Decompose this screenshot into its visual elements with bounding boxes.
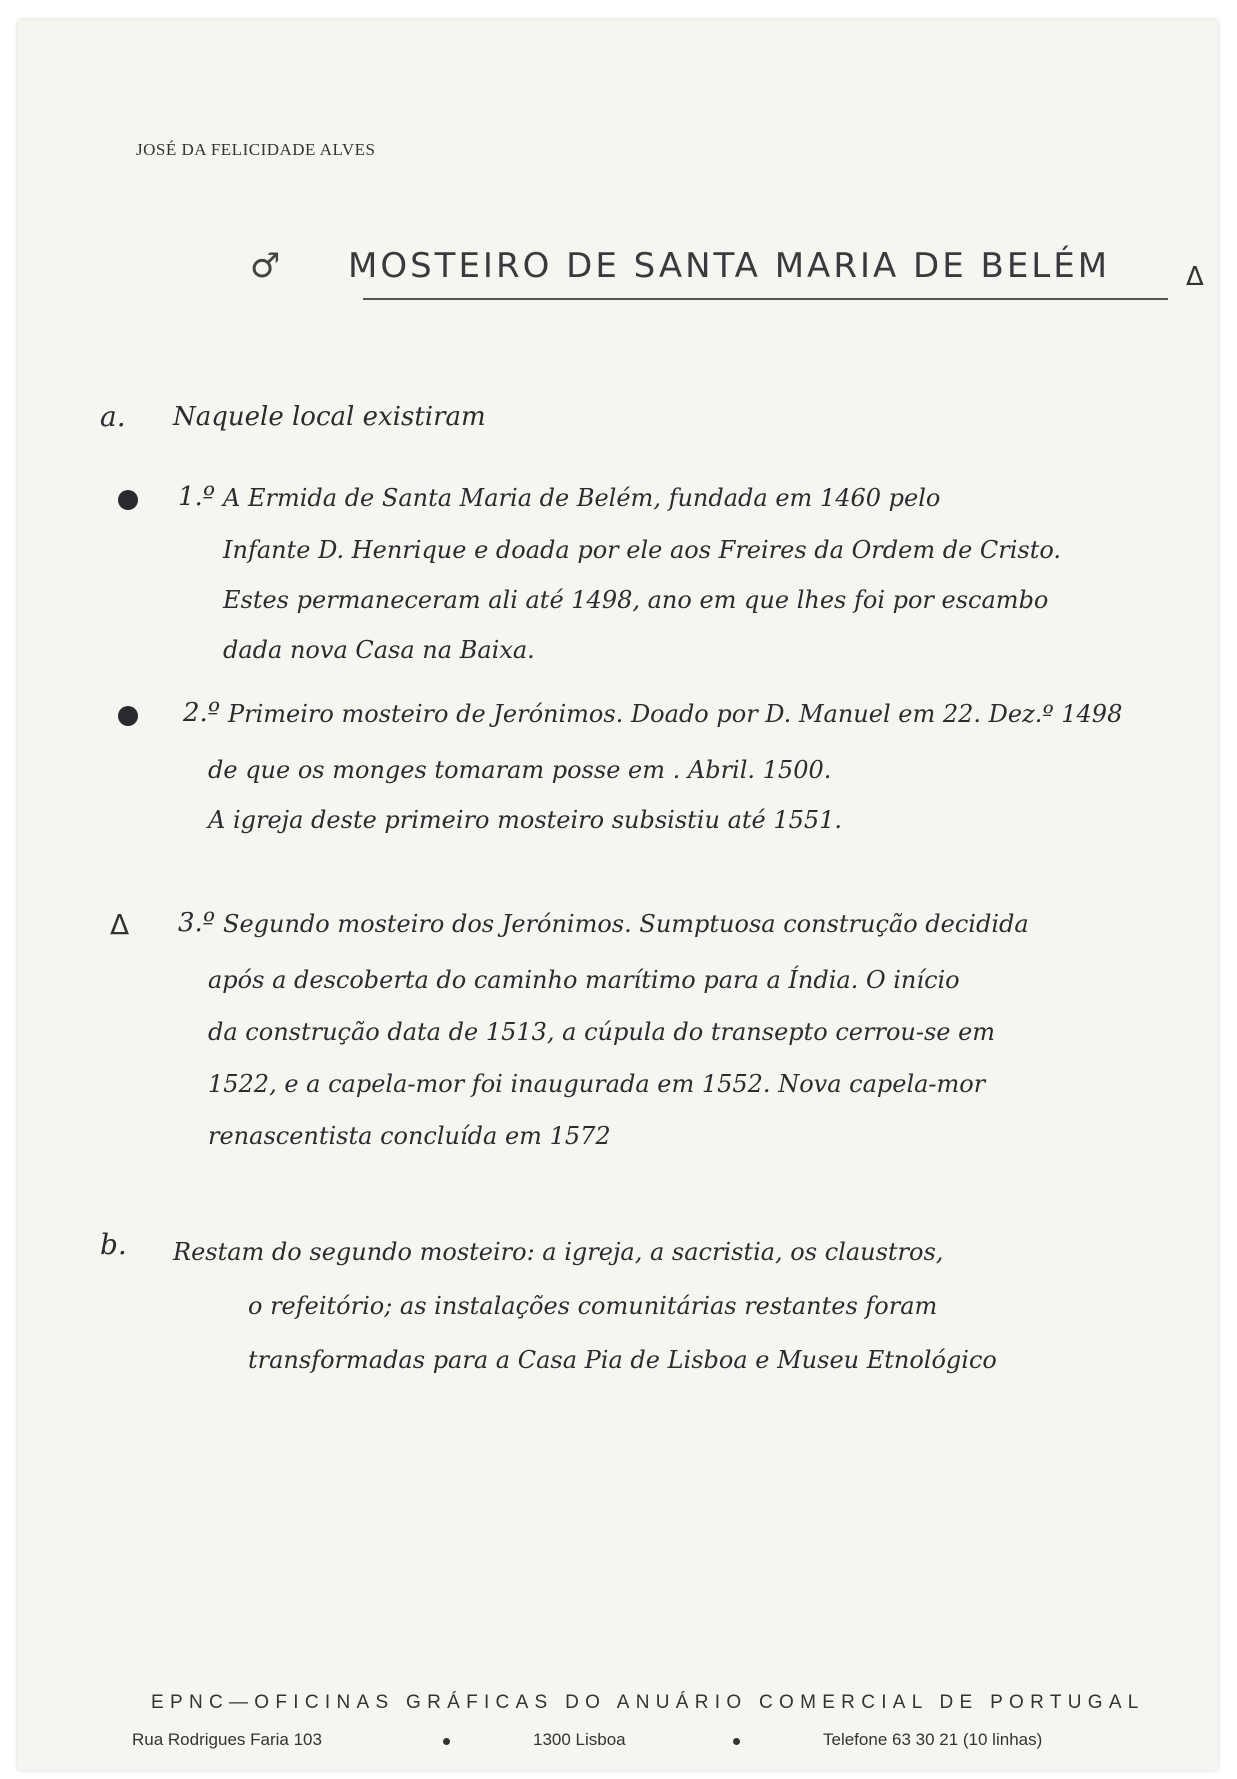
triangle-mark-item-3: Δ	[110, 908, 130, 941]
item-3-line-1: Segundo mosteiro dos Jerónimos. Sumptuosa construção decidida	[223, 910, 1029, 938]
item-2-line-3: A igreja deste primeiro mosteiro subsistiu até 1551.	[208, 806, 843, 834]
item-1-line-2: Infante D. Henrique e doada por ele aos Freires da Ordem de Cristo.	[223, 536, 1062, 564]
section-b-line-2: o refeitório; as instalações comunitárias restantes foram	[248, 1292, 938, 1320]
footer-printer: EPNC—OFICINAS GRÁFICAS DO ANUÁRIO COMERCIAL DE PORTUGAL	[151, 1692, 1145, 1713]
footer-separator-dot	[443, 1738, 450, 1745]
item-1-line-4: dada nova Casa na Baixa.	[223, 636, 535, 664]
bullet-item-2	[118, 706, 138, 726]
item-2-line-2: de que os monges tomaram posse em . Abril. 1500.	[208, 756, 832, 784]
document-sheet	[18, 20, 1218, 1770]
section-a-intro: Naquele local existiram	[173, 402, 486, 432]
item-1-line-1: A Ermida de Santa Maria de Belém, fundada em 1460 pelo	[223, 484, 941, 512]
triangle-mark: Δ	[1186, 262, 1204, 292]
footer-city: 1300 Lisboa	[533, 1730, 626, 1749]
item-2-line-1: Primeiro mosteiro de Jerónimos. Doado por D. Manuel em 22. Dez.º 1498	[228, 700, 1123, 728]
footer-address: Rua Rodrigues Faria 103	[132, 1730, 322, 1749]
male-symbol-mark: ♂	[250, 246, 281, 286]
title-underline	[363, 298, 1168, 300]
item-1-line-3: Estes permaneceram ali até 1498, ano em que lhes foi por escambo	[223, 586, 1049, 614]
section-b-line-1: Restam do segundo mosteiro: a igreja, a sacristia, os claustros,	[173, 1238, 944, 1266]
section-b-line-3: transformadas para a Casa Pia de Lisboa e Museu Etnológico	[248, 1346, 997, 1374]
item-3-number: 3.º	[178, 908, 216, 938]
section-a-label: a.	[100, 400, 126, 433]
item-1-number: 1.º	[178, 482, 216, 512]
footer-separator-dot	[733, 1738, 740, 1745]
section-b-label: b.	[100, 1228, 127, 1261]
item-3-line-3: da construção data de 1513, a cúpula do transepto cerrou-se em	[208, 1018, 996, 1046]
letterhead-author: JOSÉ DA FELICIDADE ALVES	[136, 140, 376, 159]
bullet-item-1	[118, 490, 138, 510]
document-title: MOSTEIRO DE SANTA MARIA DE BELÉM	[348, 246, 1111, 286]
item-3-line-5: renascentista concluída em 1572	[208, 1122, 611, 1150]
item-2-number: 2.º	[183, 698, 221, 728]
footer-phone: Telefone 63 30 21 (10 linhas)	[823, 1730, 1043, 1749]
item-3-line-2: após a descoberta do caminho marítimo para a Índia. O início	[208, 966, 960, 994]
item-3-line-4: 1522, e a capela-mor foi inaugurada em 1552. Nova capela-mor	[208, 1070, 986, 1098]
